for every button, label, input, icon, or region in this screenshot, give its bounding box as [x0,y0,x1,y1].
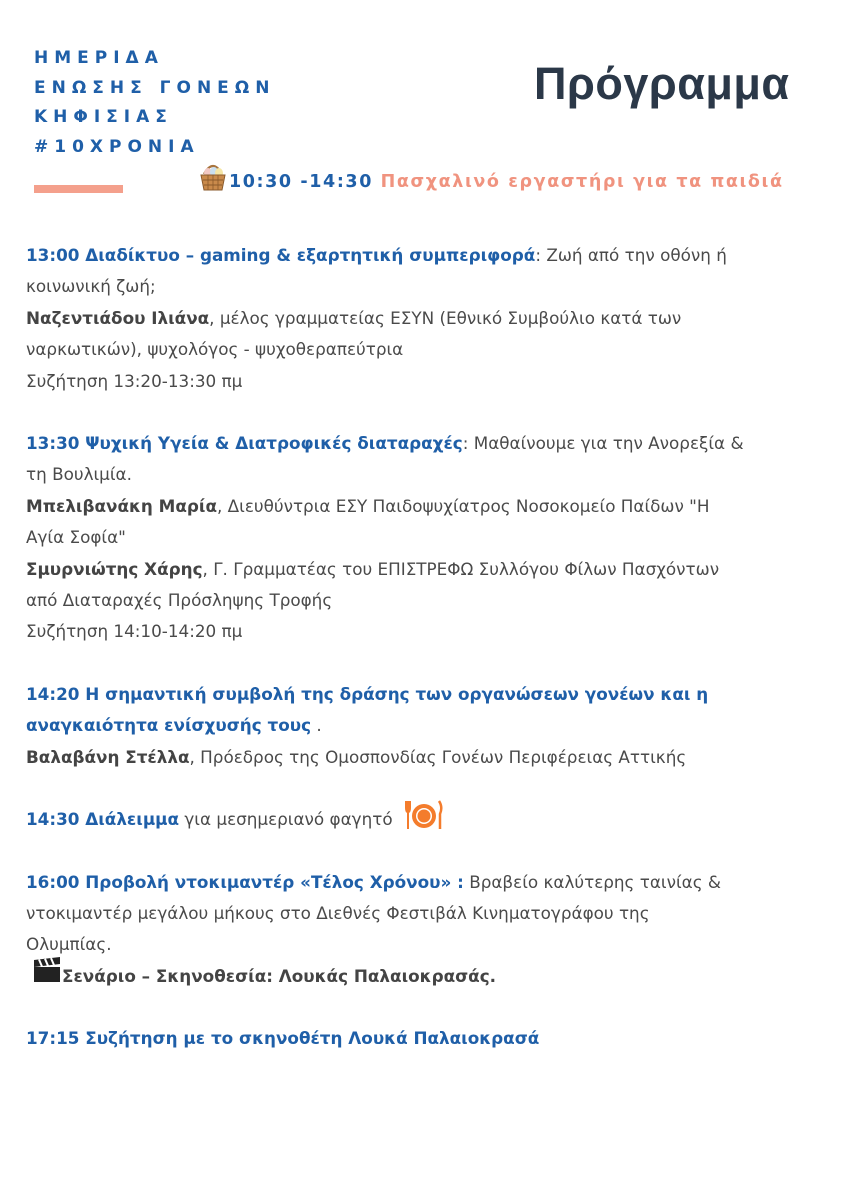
session-text: : Μαθαίνουμε για την Ανορεξία & [462,433,744,454]
session-text: κοινωνική ζωή; [26,276,156,297]
session-text: Βραβείο καλύτερης ταινίας & [463,871,721,892]
session-text: . [311,715,322,736]
session-heading: αναγκαιότητα ενίσχυσής τους [26,715,312,736]
discussion-time: Συζήτηση 14:10-14:20 πμ [26,621,243,642]
basket-icon [198,160,228,192]
program-item [26,1023,816,1054]
session-text: Ολυμπίας. [26,934,112,955]
org-line: #10ΧΡΟΝΙΑ [34,136,200,157]
accent-bar [34,185,123,193]
page-title: Πρόγραμμα [534,58,790,109]
session-text: ντοκιμαντέρ μεγάλου μήκους στο Διεθνές Φεστιβάλ Κινηματογράφου της [26,902,650,923]
speaker-role: Αγία Σοφία" [26,527,126,548]
speaker-role: , Γ. Γραμματέας του ΕΠΙΣΤΡΕΦΩ Συλλόγου Φίλων Πασχόντων [202,558,720,579]
session-text: : Ζωή από την οθόνη ή [535,245,727,265]
org-line: ΚΗΦΙΣΙΑΣ [34,107,173,127]
session-heading: 13:30 Ψυχική Υγεία & Διατροφικές διαταραχές [26,433,463,454]
speaker-role: , Διευθύντρια ΕΣΥ Παιδοψυχίατρος Νοσοκομείο Παίδων "Η [217,495,710,516]
session-text: τη Βουλιμία. [26,464,132,485]
program-list [26,240,816,1086]
session-heading: 14:30 Διάλειμμα [26,809,180,830]
speaker-role: ναρκωτικών), ψυχολόγος - ψυχοθεραπεύτρια [26,339,404,360]
organizer-block [34,44,275,162]
discussion-time: Συζήτηση 13:20-13:30 πμ [26,370,243,391]
org-line: ΕΝΩΣΗΣ ΓΟΝΕΩΝ [34,77,276,98]
session-heading: 14:20 Η σημαντική συμβολή της δράσης των οργανώσεων γονέων και η [26,683,709,704]
speaker-role: , Πρόεδρος της Ομοσπονδίας Γονέων Περιφέρειας Αττικής [189,746,687,767]
program-item [26,867,816,993]
workshop-line [198,160,784,192]
workshop-time: 10:30 -14:30 [229,172,373,192]
session-heading: 13:00 Διαδίκτυο – gaming & εξαρτητική συμπεριφορά [26,245,536,265]
session-heading: 17:15 Συζήτηση με το σκηνοθέτη Λουκά Παλαιοκρασά [26,1028,540,1049]
program-item [26,679,816,773]
workshop-description: Πασχαλινό εργαστήρι για τα παιδιά [380,172,784,192]
speaker-name: Σμυρνιώτης Χάρης [26,558,203,579]
clapperboard-icon [32,957,62,983]
speaker-name: Βαλαβάνη Στέλλα [26,746,190,767]
program-item [26,804,816,835]
org-line: ΗΜΕΡΙΔΑ [34,48,164,68]
speaker-name: Μπελιβανάκη Μαρία [26,495,217,516]
speaker-role: , μέλος γραμματείας ΕΣΥΝ (Εθνικό Συμβούλιο κατά των [209,307,682,328]
plate-cutlery-icon [404,799,444,831]
speaker-role: από Διαταραχές Πρόσληψης Τροφής [26,590,333,611]
session-heading: 16:00 Προβολή ντοκιμαντέρ «Τέλος Χρόνου» : [26,871,464,892]
film-credits: Σενάριο – Σκηνοθεσία: Λουκάς Παλαιοκρασάς. [62,965,497,986]
program-item [26,428,816,648]
program-item [26,240,816,397]
session-text: για μεσημεριανό φαγητό [179,809,393,830]
speaker-name: Ναζεντιάδου Ιλιάνα [26,307,210,328]
